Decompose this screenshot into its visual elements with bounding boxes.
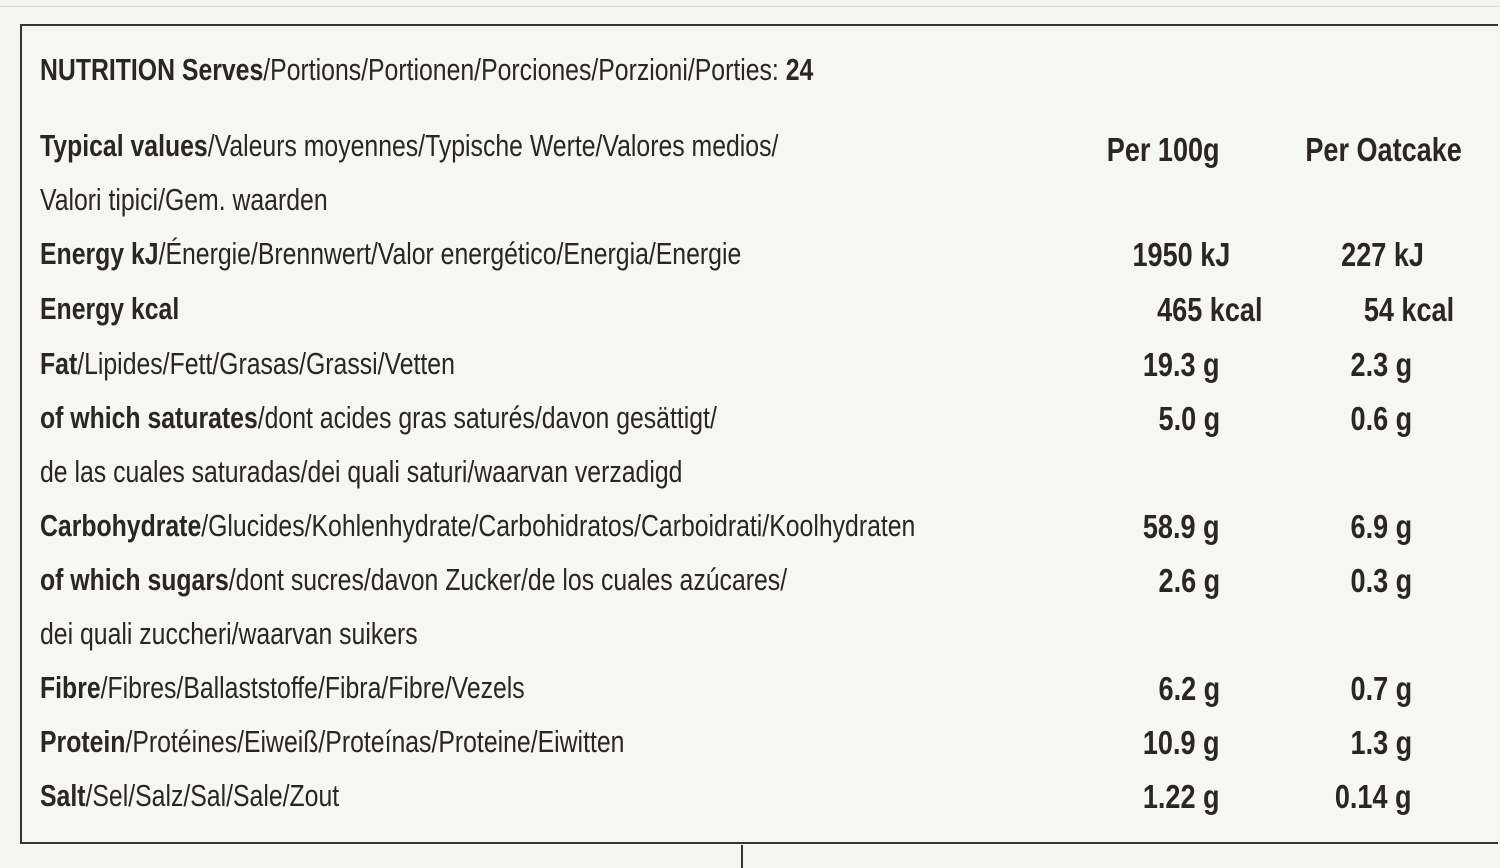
typical-values-label: [40, 128, 778, 164]
row-label-bold: Protein: [40, 724, 126, 759]
row-fat-per-oatcake: 2.3 g: [1350, 346, 1412, 383]
row-label-bold: Fat: [40, 346, 78, 381]
row-sugars-line2: dei quali zuccheri/waarvan suikers: [40, 616, 418, 651]
row-carbohydrate-label: [40, 508, 915, 544]
title-rest: /Portions/Portionen/Porciones/Porzioni/Porties:: [263, 52, 786, 87]
panel-divider-tick: [741, 845, 743, 868]
row-salt-per100: 1.22 g: [1143, 778, 1220, 815]
row-label-bold: Energy kJ: [40, 236, 159, 271]
row-fibre-per-oatcake: 0.7 g: [1350, 670, 1412, 707]
row-fat-per100: 19.3 g: [1143, 346, 1220, 383]
row-fat-label: [40, 346, 455, 382]
row-label-rest: /Énergie/Brennwert/Valor energético/Energia/Energie: [158, 236, 742, 271]
row-salt-label: [40, 778, 339, 814]
row-saturates-line2: de las cuales saturadas/dei quali saturi/waarvan verzadigd: [40, 454, 683, 489]
row-saturates-per-oatcake: 0.6 g: [1350, 400, 1412, 437]
row-carbohydrate-per100: 58.9 g: [1143, 508, 1220, 545]
col-header-per-100g: Per 100g: [1107, 131, 1220, 168]
row-energy-kcal-label: [40, 291, 179, 327]
row-label-bold: of which saturates: [40, 400, 258, 435]
row-protein-per100: 10.9 g: [1143, 724, 1220, 761]
row-energy-kcal-per100: 465 kcal: [1156, 291, 1262, 328]
row-fibre-per100: 6.2 g: [1158, 670, 1220, 707]
row-fibre-label: [40, 670, 525, 706]
row-label-bold: of which sugars: [40, 562, 229, 597]
row-protein-per-oatcake: 1.3 g: [1350, 724, 1412, 761]
row-label-bold: Carbohydrate: [40, 508, 202, 543]
row-label-rest: /Sel/Salz/Sal/Sale/Zout: [85, 778, 340, 813]
row-salt-per-oatcake: 0.14 g: [1335, 778, 1412, 815]
title-bold: NUTRITION Serves: [40, 52, 264, 87]
row-carbohydrate-per-oatcake: 6.9 g: [1350, 508, 1412, 545]
nutrition-title: [40, 52, 813, 88]
row-label-rest: /dont sucres/davon Zucker/de los cuales azúcares/: [228, 562, 788, 597]
top-edge: [0, 0, 1500, 7]
row-sugars-per-oatcake: 0.3 g: [1350, 562, 1412, 599]
row-label-rest: /Lipides/Fett/Grasas/Grassi/Vetten: [77, 346, 455, 381]
row-energy-kj-label: [40, 236, 741, 272]
typical-values-bold: Typical values: [40, 128, 208, 163]
row-energy-kj-per-oatcake: 227 kJ: [1341, 236, 1424, 273]
row-energy-kj-per100: 1950 kJ: [1132, 236, 1230, 273]
typical-values-line2: Valori tipici/Gem. waarden: [40, 182, 328, 217]
row-saturates-label: [40, 400, 717, 436]
row-energy-kcal-per-oatcake: 54 kcal: [1363, 291, 1454, 328]
row-protein-label: [40, 724, 624, 760]
row-label-rest: /Fibres/Ballaststoffe/Fibra/Fibre/Vezels: [100, 670, 525, 705]
row-label-bold: Fibre: [40, 670, 101, 705]
row-sugars-per100: 2.6 g: [1158, 562, 1220, 599]
col-header-per-oatcake: Per Oatcake: [1305, 131, 1462, 168]
row-label-bold: Energy kcal: [40, 291, 180, 326]
row-label-rest: /Protéines/Eiweiß/Proteínas/Proteine/Eiwitten: [125, 724, 625, 759]
row-label-rest: /dont acides gras saturés/davon gesättigt/: [257, 400, 717, 435]
row-saturates-per100: 5.0 g: [1158, 400, 1220, 437]
servings-count: 24: [785, 52, 814, 87]
row-label-rest: /Glucides/Kohlenhydrate/Carbohidratos/Carboidrati/Koolhydraten: [201, 508, 916, 543]
row-label-bold: Salt: [40, 778, 86, 813]
typical-values-rest: /Valeurs moyennes/Typische Werte/Valores medios/: [207, 128, 779, 163]
row-sugars-label: [40, 562, 787, 598]
